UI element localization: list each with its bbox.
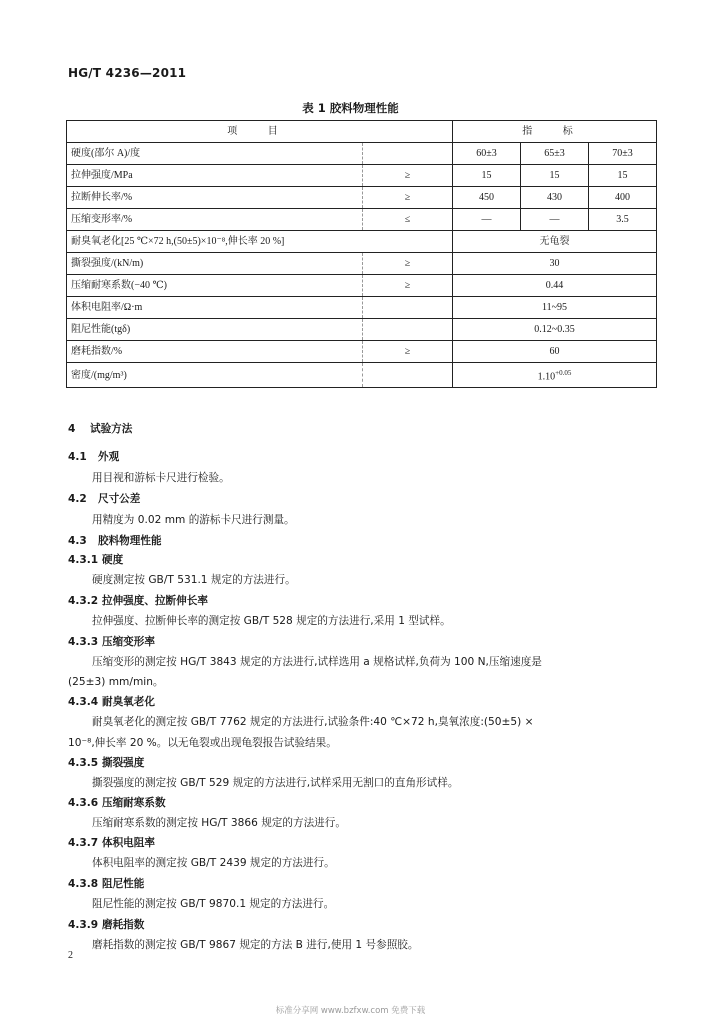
section-title: 试验方法 xyxy=(90,423,133,435)
row-value: 3.5 xyxy=(589,209,657,231)
section-number: 4.3.9 xyxy=(68,919,99,931)
row-item: 密度/(mg/m³) xyxy=(67,363,363,388)
section-text: 用精度为 0.02 mm 的游标卡尺进行测量。 xyxy=(92,514,295,526)
table-row xyxy=(67,231,657,253)
table-row xyxy=(67,165,657,187)
row-value: 65±3 xyxy=(521,143,589,165)
section-heading xyxy=(68,449,119,464)
section-text: 压缩变形的测定按 HG/T 3843 规定的方法进行,试样选用 a 规格试样,负荷为 100 N,压缩速度是 xyxy=(92,656,542,668)
section-heading xyxy=(68,835,155,850)
section-heading xyxy=(68,533,162,548)
row-value: 15 xyxy=(453,165,521,187)
section-text: 磨耗指数的测定按 GB/T 9867 规定的方法 B 进行,使用 1 号参照胶。 xyxy=(92,939,419,951)
section-text: 耐臭氧老化的测定按 GB/T 7762 规定的方法进行,试验条件:40 ℃×72 h,臭氧浓度:(50±5) × xyxy=(92,716,534,728)
section-text: 撕裂强度的测定按 GB/T 529 规定的方法进行,试样采用无割口的直角形试样。 xyxy=(92,777,459,789)
row-symbol: ≥ xyxy=(363,187,453,209)
section-heading xyxy=(68,421,132,436)
section-text: 用目视和游标卡尺进行检验。 xyxy=(92,472,230,484)
section-number: 4.3.2 xyxy=(68,595,99,607)
section-title: 磨耗指数 xyxy=(102,919,145,931)
row-value: 15 xyxy=(589,165,657,187)
row-item: 耐臭氧老化[25 ℃×72 h,(50±5)×10⁻⁸,伸长率 20 %] xyxy=(67,231,453,253)
row-symbol xyxy=(363,319,453,341)
page-number: 2 xyxy=(68,950,73,961)
section-heading xyxy=(68,795,166,810)
row-symbol xyxy=(363,143,453,165)
row-value: 60±3 xyxy=(453,143,521,165)
row-value: 70±3 xyxy=(589,143,657,165)
section-title: 尺寸公差 xyxy=(98,493,141,505)
table-row xyxy=(67,319,657,341)
table-row xyxy=(67,363,657,388)
row-value: — xyxy=(453,209,521,231)
section-text: (25±3) mm/min。 xyxy=(68,676,164,688)
table-row xyxy=(67,297,657,319)
table-row xyxy=(67,187,657,209)
standard-code: HG/T 4236—2011 xyxy=(68,66,187,80)
section-heading xyxy=(68,755,144,770)
table-row xyxy=(67,275,657,297)
table-header-row xyxy=(67,121,657,143)
section-number: 4.1 xyxy=(68,451,87,463)
section-title: 压缩变形率 xyxy=(102,636,155,648)
section-number: 4.3 xyxy=(68,535,87,547)
header-index: 指 标 xyxy=(453,121,657,143)
section-text: 拉伸强度、拉断伸长率的测定按 GB/T 528 规定的方法进行,采用 1 型试样。 xyxy=(92,615,451,627)
row-item: 压缩耐寒系数(−40 ℃) xyxy=(67,275,363,297)
table-row xyxy=(67,209,657,231)
section-title: 外观 xyxy=(98,451,120,463)
section-number: 4.3.8 xyxy=(68,878,99,890)
row-value: 400 xyxy=(589,187,657,209)
density-tolerance: +0.05 xyxy=(555,369,572,377)
section-title: 硬度 xyxy=(102,554,124,566)
section-heading xyxy=(68,491,140,506)
table-row xyxy=(67,341,657,363)
section-heading xyxy=(68,694,155,709)
row-item: 撕裂强度/(kN/m) xyxy=(67,253,363,275)
row-item: 磨耗指数/% xyxy=(67,341,363,363)
row-item: 阻尼性能(tgδ) xyxy=(67,319,363,341)
row-symbol xyxy=(363,363,453,388)
row-value: — xyxy=(521,209,589,231)
section-title: 撕裂强度 xyxy=(102,757,145,769)
section-text: 硬度测定按 GB/T 531.1 规定的方法进行。 xyxy=(92,574,296,586)
row-item: 拉伸强度/MPa xyxy=(67,165,363,187)
row-value: 30 xyxy=(453,253,657,275)
row-symbol: ≥ xyxy=(363,253,453,275)
row-symbol: ≥ xyxy=(363,275,453,297)
section-heading xyxy=(68,634,155,649)
row-symbol: ≥ xyxy=(363,341,453,363)
section-title: 耐臭氧老化 xyxy=(102,696,155,708)
row-item: 硬度(邵尔 A)/度 xyxy=(67,143,363,165)
table-row xyxy=(67,253,657,275)
properties-table xyxy=(66,120,657,388)
row-symbol xyxy=(363,297,453,319)
row-value: 0.44 xyxy=(453,275,657,297)
row-value: 60 xyxy=(453,341,657,363)
section-heading xyxy=(68,876,144,891)
row-value: 无龟裂 xyxy=(453,231,657,253)
section-number: 4.3.1 xyxy=(68,554,99,566)
row-value xyxy=(453,363,657,388)
section-text: 10⁻⁸,伸长率 20 %。以无龟裂或出现龟裂报告试验结果。 xyxy=(68,737,337,749)
row-value: 0.12~0.35 xyxy=(453,319,657,341)
table-row xyxy=(67,143,657,165)
section-number: 4.3.4 xyxy=(68,696,99,708)
row-value: 15 xyxy=(521,165,589,187)
row-item: 拉断伸长率/% xyxy=(67,187,363,209)
row-item: 体积电阻率/Ω·m xyxy=(67,297,363,319)
row-symbol: ≤ xyxy=(363,209,453,231)
row-symbol: ≥ xyxy=(363,165,453,187)
section-title: 压缩耐寒系数 xyxy=(102,797,166,809)
row-value: 11~95 xyxy=(453,297,657,319)
row-item: 压缩变形率/% xyxy=(67,209,363,231)
section-heading xyxy=(68,552,123,567)
section-number: 4.3.7 xyxy=(68,837,99,849)
section-heading xyxy=(68,917,144,932)
row-value: 430 xyxy=(521,187,589,209)
section-title: 胶料物理性能 xyxy=(98,535,162,547)
header-item: 项 目 xyxy=(67,121,453,143)
section-number: 4.3.6 xyxy=(68,797,99,809)
section-text: 阻尼性能的测定按 GB/T 9870.1 规定的方法进行。 xyxy=(92,898,335,910)
row-value: 450 xyxy=(453,187,521,209)
section-number: 4.3.5 xyxy=(68,757,99,769)
section-number: 4.2 xyxy=(68,493,87,505)
footer-watermark: 标准分享网 www.bzfxw.com 免费下载 xyxy=(275,1006,426,1016)
section-number: 4 xyxy=(68,423,76,435)
section-number: 4.3.3 xyxy=(68,636,99,648)
table-title: 表 1 胶料物理性能 xyxy=(302,101,399,115)
section-title: 体积电阻率 xyxy=(102,837,155,849)
section-title: 阻尼性能 xyxy=(102,878,145,890)
section-text: 体积电阻率的测定按 GB/T 2439 规定的方法进行。 xyxy=(92,857,335,869)
section-heading xyxy=(68,593,208,608)
section-title: 拉伸强度、拉断伸长率 xyxy=(102,595,208,607)
section-text: 压缩耐寒系数的测定按 HG/T 3866 规定的方法进行。 xyxy=(92,817,346,829)
density-value: 1.10 xyxy=(537,371,556,383)
